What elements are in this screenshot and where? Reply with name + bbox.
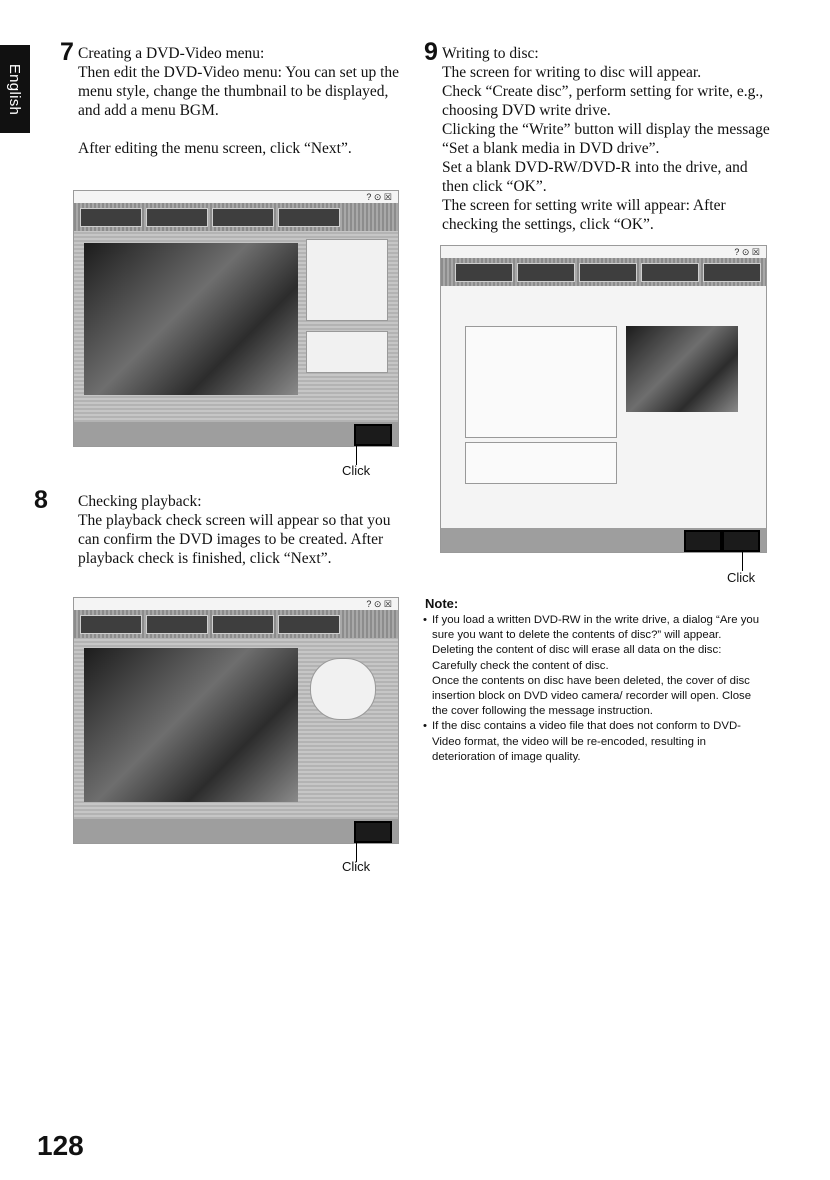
step-9-number: 9 xyxy=(424,38,438,66)
step-9 xyxy=(424,38,774,234)
step-7 xyxy=(60,38,400,158)
screenshot-write-disc xyxy=(440,245,767,553)
step-7-body: Then edit the DVD-Video menu: You can set up the menu style, change the thumbnail to be displayed, and add a menu BGM. xyxy=(78,64,400,119)
note-item-1-line-2: Deleting the content of disc will erase all data on the disc: Carefully check the content of disc. xyxy=(432,644,722,672)
note-item-1-line-3: Once the contents on disc have been deleted, the cover of disc insertion block on DVD video camera/ recorder will open. Close the cover following the message instruction. xyxy=(432,674,752,718)
note-list xyxy=(423,613,768,765)
step-9-line-4: Set a blank DVD-RW/DVD-R into the drive, and then click “OK”. xyxy=(442,159,748,195)
language-tab xyxy=(0,45,30,133)
next-button[interactable] xyxy=(354,424,392,446)
step-7-body-2: After editing the menu screen, click “Next”. xyxy=(78,140,352,157)
help-icon: ? ⊙ ☒ xyxy=(366,599,392,609)
step-8 xyxy=(34,486,404,568)
note-item-2-line-1: • If the disc contains a video file that does not conform to DVD-Video format, the video will be re-encoded, resulting in deterioration of image quality. xyxy=(432,720,741,763)
page-number: 128 xyxy=(37,1130,84,1161)
step-7-number: 7 xyxy=(60,38,74,66)
thumbnail-panel xyxy=(306,331,388,373)
destination-panel xyxy=(465,442,617,484)
playback-control[interactable] xyxy=(310,658,376,720)
step-8-body: The playback check screen will appear so that you can confirm the DVD images to be created. After playback check is finished, click “Next”. xyxy=(78,512,391,567)
screenshot-playback-check xyxy=(73,597,399,844)
help-icon: ? ⊙ ☒ xyxy=(366,192,392,202)
step-9-line-1: The screen for writing to disc will appear. xyxy=(442,64,702,81)
note-item xyxy=(423,613,768,719)
step-9-line-5: The screen for setting write will appear: After checking the settings, click “OK”. xyxy=(442,197,726,233)
note-item-1-line-1: • If you load a written DVD-RW in the write drive, a dialog “Are you sure you want to delete the contents of disc?” will appear. xyxy=(432,614,760,642)
step-9-line-3: Clicking the “Write” button will display the message “Set a blank media in DVD drive”. xyxy=(442,121,770,157)
step-9-title: Writing to disc: xyxy=(442,45,539,62)
note-title: Note: xyxy=(425,596,459,611)
menu-style-panel xyxy=(306,239,388,321)
menu-preview xyxy=(84,243,298,395)
write-button[interactable] xyxy=(722,530,760,552)
write-preview xyxy=(626,326,738,412)
step-7-title: Creating a DVD-Video menu: xyxy=(78,45,265,62)
playback-preview xyxy=(84,648,298,802)
note-item xyxy=(423,719,768,765)
screenshot-menu-editor xyxy=(73,190,399,447)
step-8-number: 8 xyxy=(34,486,48,514)
step-8-title: Checking playback: xyxy=(78,493,202,510)
step-9-line-2: Check “Create disc”, perform setting for write, e.g., choosing DVD write drive. xyxy=(442,83,764,119)
click-callout-7: Click xyxy=(342,463,371,478)
click-callout-9: Click xyxy=(727,570,756,585)
click-callout-8: Click xyxy=(342,859,371,874)
help-icon: ? ⊙ ☒ xyxy=(734,247,760,257)
disc-name-panel xyxy=(465,326,617,438)
next-button[interactable] xyxy=(354,821,392,843)
language-tab-label: English xyxy=(6,63,24,115)
back-button[interactable] xyxy=(684,530,722,552)
